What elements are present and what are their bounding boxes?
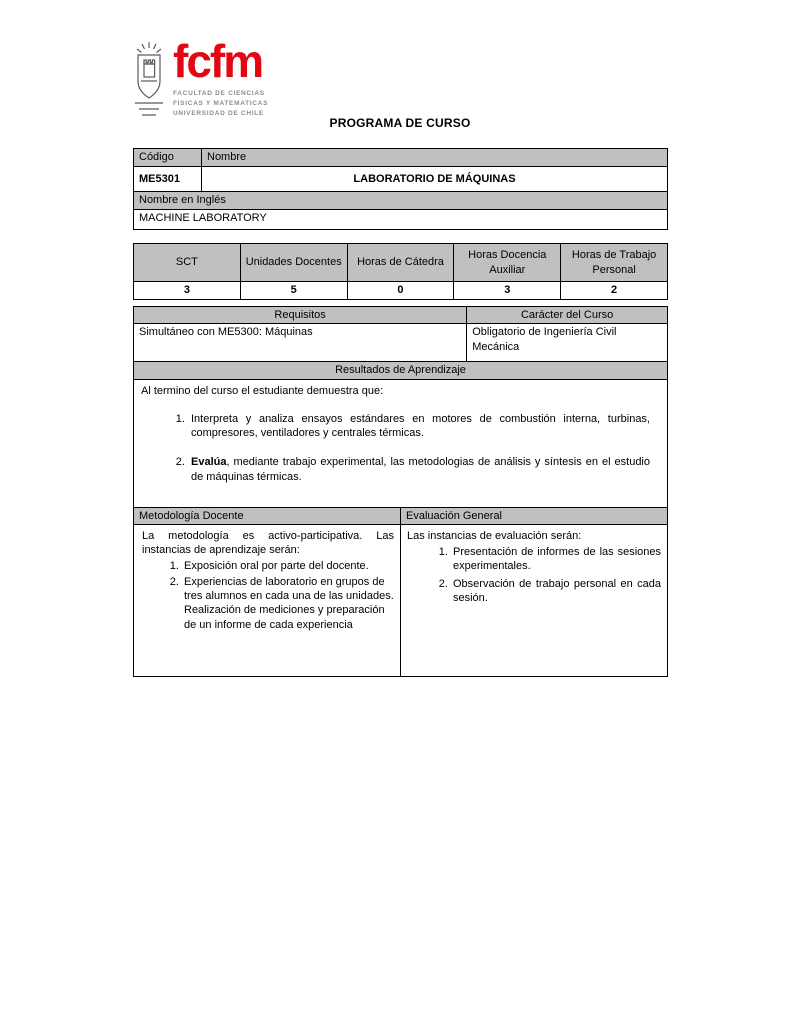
- codigo-header: Código: [134, 149, 202, 167]
- table-row: [134, 149, 668, 167]
- spacer: [133, 230, 668, 243]
- requisitos-table: [133, 306, 668, 362]
- fcfm-wordmark: fcfm: [173, 35, 263, 87]
- table-row: [134, 282, 668, 300]
- horas-trabajo-value: 2: [561, 282, 668, 300]
- table-row: [134, 362, 668, 379]
- sct-value: 3: [134, 282, 241, 300]
- nombre-header: Nombre: [202, 149, 668, 167]
- resultados-body: [134, 379, 668, 507]
- horas-docencia-value: 3: [454, 282, 561, 300]
- list-item: 2. Experiencias de laboratorio en grupos de tres alumnos en cada una de las unidades. Realización de mediciones y preparación de un informe de cada experiencia: [182, 575, 394, 632]
- faculty-line: FACULTAD DE CIENCIAS: [173, 89, 265, 97]
- table-row: [134, 507, 668, 524]
- table-row: [134, 307, 668, 324]
- evaluacion-list: [407, 545, 661, 605]
- course-id-table: [133, 148, 668, 230]
- evaluacion-body: [401, 524, 668, 676]
- horas-catedra-value: 0: [347, 282, 454, 300]
- sct-header: SCT: [134, 244, 241, 282]
- course-program: [133, 148, 668, 677]
- evaluacion-header: Evaluación General: [401, 507, 668, 524]
- metodologia-intro: La metodología es activo-participativa. Las instancias de aprendizaje serán:: [142, 529, 394, 557]
- resultados-intro: Al termino del curso el estudiante demuestra que:: [141, 384, 384, 397]
- logo-text: [173, 35, 269, 119]
- outcome-text: Interpreta y analiza ensayos estándares en motores de combustión interna, turbinas, compresores, ventiladores y centrales térmicas.: [191, 412, 650, 440]
- nombre-value: LABORATORIO DE MÁQUINAS: [202, 167, 668, 192]
- horas-catedra-header: Horas de Cátedra: [347, 244, 454, 282]
- horas-docencia-header: Horas Docencia Auxiliar: [454, 244, 561, 282]
- learning-outcomes-list: [141, 412, 650, 484]
- requisitos-value: Simultáneo con ME5300: Máquinas: [134, 324, 467, 362]
- nombre-ingles-value: MACHINE LABORATORY: [134, 210, 668, 230]
- requisitos-header: Requisitos: [134, 307, 467, 324]
- table-row: [134, 324, 668, 362]
- resultados-table: [133, 361, 668, 507]
- list-item: [188, 455, 650, 484]
- table-row: [134, 192, 668, 210]
- table-row: [134, 524, 668, 676]
- nombre-ingles-header: Nombre en Inglés: [134, 192, 668, 210]
- table-row: [134, 244, 668, 282]
- table-row: [134, 167, 668, 192]
- outcome-bold: Evalúa: [191, 456, 227, 469]
- metodologia-header: Metodología Docente: [134, 507, 401, 524]
- table-row: [134, 379, 668, 507]
- list-item: [188, 412, 650, 441]
- metodologia-list: [140, 559, 394, 631]
- unidades-docentes-header: Unidades Docentes: [240, 244, 347, 282]
- faculty-line: FISICAS Y MATEMATICAS: [173, 99, 269, 107]
- caracter-value: Obligatorio de Ingeniería Civil Mecánica: [467, 324, 668, 362]
- evaluacion-intro: Las instancias de evaluación serán:: [407, 529, 582, 542]
- page-title: PROGRAMA DE CURSO: [329, 116, 471, 130]
- metodologia-body: [134, 524, 401, 676]
- caracter-header: Carácter del Curso: [467, 307, 668, 324]
- table-row: [134, 210, 668, 230]
- horas-trabajo-header: Horas de Trabajo Personal: [561, 244, 668, 282]
- metodologia-evaluacion-table: [133, 507, 668, 677]
- hours-table: [133, 243, 668, 300]
- unidades-docentes-value: 5: [240, 282, 347, 300]
- fcfm-logo: [130, 35, 269, 125]
- outcome-text: , mediante trabajo experimental, las metodologias de análisis y síntesis en el estudio de máquinas térmicas.: [191, 456, 650, 483]
- list-item: 1. Exposición oral por parte del docente.: [182, 559, 394, 573]
- faculty-name: [173, 89, 268, 119]
- list-item: 2. Observación de trabajo personal en cada sesión.: [451, 577, 661, 606]
- university-seal-icon: [130, 40, 168, 125]
- list-item: 1. Presentación de informes de las sesiones experimentales.: [451, 545, 661, 574]
- faculty-line: UNIVERSIDAD DE CHILE: [173, 109, 264, 117]
- resultados-header: Resultados de Aprendizaje: [134, 362, 668, 379]
- codigo-value: ME5301: [134, 167, 202, 192]
